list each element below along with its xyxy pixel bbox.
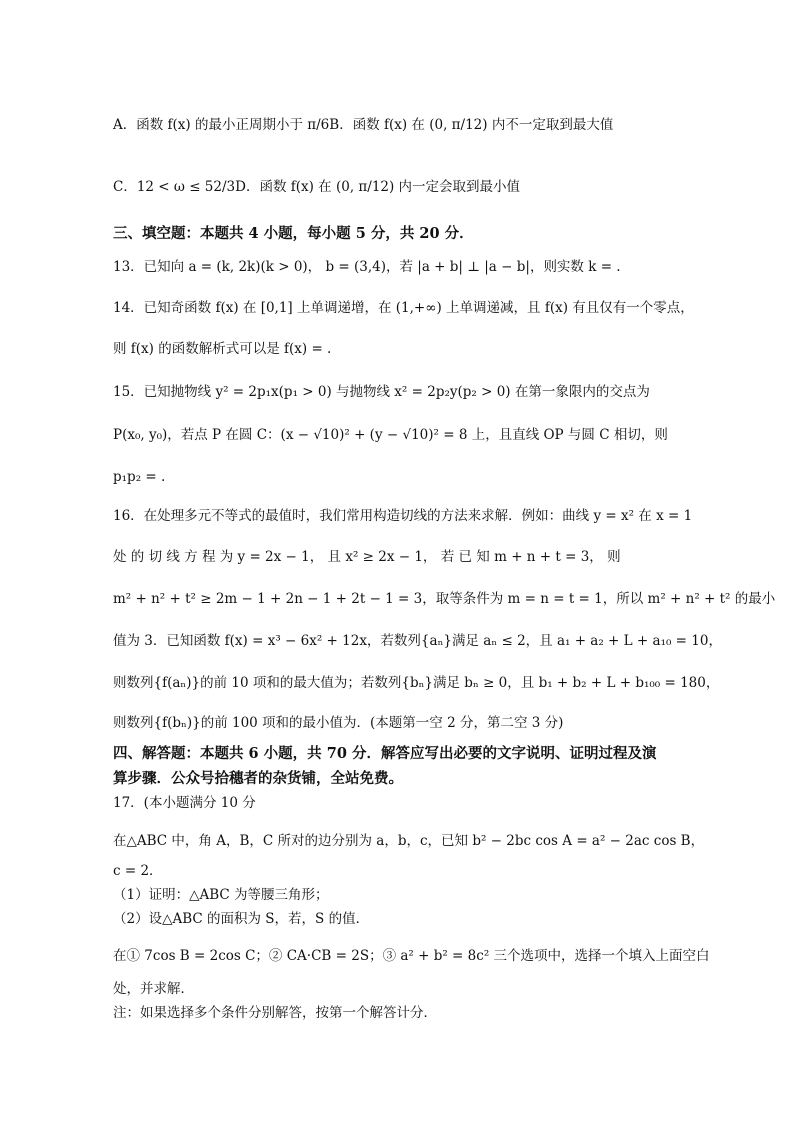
question-17-note: 注：如果选择多个条件分别解答，按第一个解答计分． [113,1005,437,1021]
question-17-title: 17．(本小题满分 10 分 [113,795,256,811]
options-ab-line [113,116,613,134]
options-cd-line [113,178,520,196]
option-c: C．12 < ω ≤ 52/3 [113,179,236,195]
question-13: 13．已知向 a = (k, 2k)(k > 0)， b = (3,4)，若 |a + b| ⊥ |a − b|，则实数 k = . [113,259,621,275]
question-17-choices-line1: 在① 7cos B = 2cos C；② CA·CB = 2S；③ a² + b² = 8c² 三个选项中，选择一个填入上面空白 [113,948,710,964]
section4-heading-line2: 算步骤．公众号拾穗者的杂货铺，全站免费。 [113,770,403,787]
question-16-line1: 16．在处理多元不等式的最值时，我们常用构造切线的方法来求解．例如：曲线 y = x² 在 x = 1 [113,508,693,524]
section3-heading: 三、填空题：本题共 4 小题，每小题 5 分，共 20 分． [113,225,474,242]
question-16-line3: m² + n² + t² ≥ 2m − 1 + 2n − 1 + 2t − 1 = 3，取等条件为 m = n = t = 1，所以 m² + n² + t² 的最小 [113,591,776,607]
question-17-part2: （2）设△ABC 的面积为 S，若，S 的值． [113,911,370,927]
question-17-line1: 在△ABC 中，角 A，B，C 所对的边分别为 a，b，c，已知 b² − 2bc cos A = a² − 2ac cos B， [113,833,705,849]
question-17-part1: （1）证明：△ABC 为等腰三角形； [113,887,329,903]
option-d: D．函数 f(x) 在 (0, π/12) 内一定会取到最小值 [235,179,521,195]
question-16-line5: 则数列{f(aₙ)}的前 10 项和的最大值为；若数列{bₙ}满足 bₙ ≥ 0，且 b₁ + b₂ + L + b₁₀₀ = 180， [113,675,720,691]
option-a: A．函数 f(x) 的最小正周期小于 π/6 [113,117,330,133]
option-b: B．函数 f(x) 在 (0, π/12) 内不一定取到最大值 [329,117,614,133]
question-16-line4: 值为 3．已知函数 f(x) = x³ − 6x² + 12x，若数列{aₙ}满足 aₙ ≤ 2，且 a₁ + a₂ + L + a₁₀ = 10， [113,633,722,649]
section4-heading-line1: 四、解答题：本题共 6 小题，共 70 分．解答应写出必要的文字说明、证明过程及演 [113,745,657,762]
question-15-line1: 15．已知抛物线 y² = 2p₁x(p₁ > 0) 与抛物线 x² = 2p₂y(p₂ > 0) 在第一象限内的交点为 [113,384,650,400]
question-16-line6: 则数列{f(bₙ)}的前 100 项和的最小值为．(本题第一空 2 分，第二空 3 分) [113,715,564,731]
question-17-line2: c = 2． [113,863,163,879]
question-17-choices-line2: 处，并求解． [113,981,194,997]
question-15-line3: p₁p₂ = . [113,469,166,485]
question-14-line2: 则 f(x) 的函数解析式可以是 f(x) = . [113,341,332,357]
question-15-line2: P(x₀, y₀)，若点 P 在圆 C：(x − √10)² + (y − √10)² = 8 上，且直线 OP 与圆 C 相切，则 [113,427,668,443]
question-14-line1: 14．已知奇函数 f(x) 在 [0,1] 上单调递增，在 (1,+∞) 上单调递减，且 f(x) 有且仅有一个零点， [113,300,694,316]
question-16-line2: 处 的 切 线 方 程 为 y = 2x − 1， 且 x² ≥ 2x − 1， 若 已 知 m + n + t = 3， 则 [113,549,621,565]
